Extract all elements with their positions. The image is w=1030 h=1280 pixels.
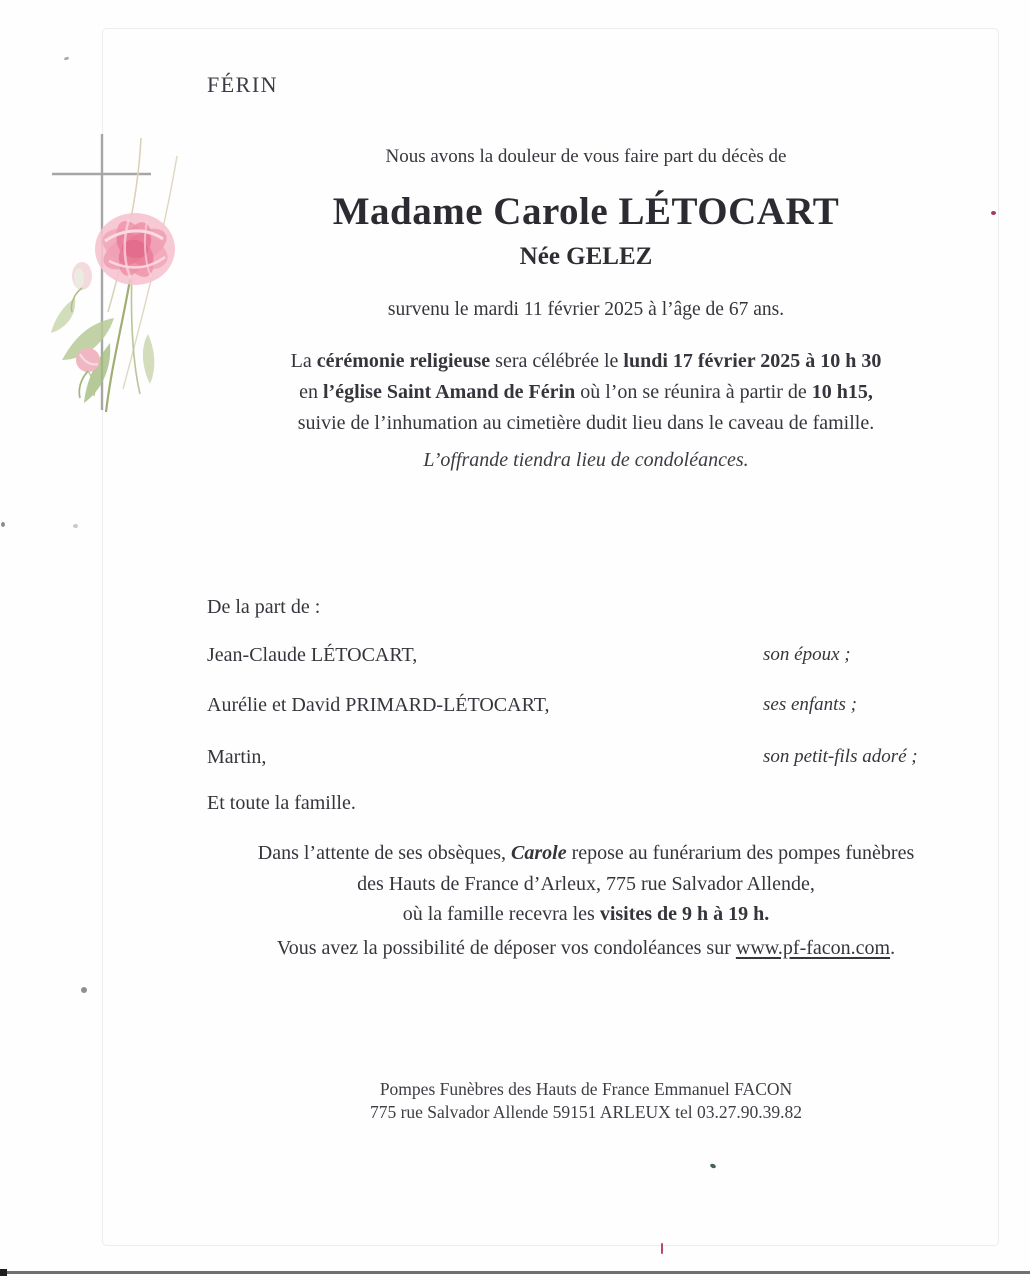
- relative-relation: son petit-fils adoré ;: [763, 746, 918, 767]
- maiden-name: Née GELEZ: [519, 243, 653, 270]
- relative-row: [207, 746, 917, 769]
- relative-name: Martin,: [207, 746, 267, 768]
- deceased-name: Madame Carole LÉTOCART: [332, 190, 840, 233]
- relative-row: [207, 694, 917, 717]
- repose-line-1: Dans l’attente de ses obsèques, Carole repose au funérarium des pompes funèbres: [257, 842, 915, 864]
- relative-name: Jean-Claude LÉTOCART,: [207, 644, 418, 666]
- relative-row: [207, 644, 917, 667]
- scan-speck: [1, 522, 5, 527]
- ceremony-line-2: en l’église Saint Amand de Férin où l’on se réunira à partir de 10 h15,: [299, 381, 873, 403]
- scan-speck: [661, 1243, 663, 1254]
- peony-flower: [95, 213, 175, 285]
- repose-line-2: des Hauts de France d’Arleux, 775 rue Salvador Allende,: [357, 872, 815, 895]
- relative-relation: ses enfants ;: [763, 694, 857, 715]
- relative-name: Aurélie et David PRIMARD-LÉTOCART,: [207, 694, 550, 716]
- funeral-home-name: Pompes Funèbres des Hauts de France Emmanuel FACON: [379, 1079, 793, 1099]
- deceased-first-name: Carole: [511, 842, 567, 864]
- scan-speck: [81, 987, 87, 993]
- family-line: Et toute la famille.: [207, 792, 356, 814]
- ceremony-line-1: La cérémonie religieuse sera célébrée le lundi 17 février 2025 à 10 h 30: [290, 350, 882, 372]
- repose-line-3: où la famille recevra les visites de 9 h à 19 h.: [402, 903, 770, 925]
- funeral-home-address: 775 rue Salvador Allende 59151 ARLEUX tel 03.27.90.39.82: [369, 1102, 803, 1122]
- from-label: De la part de :: [207, 596, 321, 618]
- scan-speck: [709, 1163, 716, 1169]
- scan-speck: [73, 524, 78, 528]
- town-name: FÉRIN: [207, 72, 279, 97]
- funeral-home-footer: [171, 1078, 1001, 1124]
- offering-line: L’offrande tiendra lieu de condoléances.: [423, 449, 749, 471]
- ceremony-line-3: suivie de l’inhumation au cimetière dudit lieu dans le caveau de famille.: [297, 412, 875, 434]
- scanner-edge-line: [0, 1271, 1030, 1274]
- repose-paragraph: [171, 838, 1001, 930]
- ceremony-paragraph: [171, 346, 1001, 439]
- online-condolences-line: Vous avez la possibilité de déposer vos condoléances sur www.pf-facon.com.: [276, 937, 896, 959]
- scan-speck: [64, 56, 70, 61]
- condolences-website-link[interactable]: www.pf-facon.com: [735, 937, 891, 959]
- scanner-edge-mark: [0, 1269, 7, 1276]
- scan-speck: [991, 211, 996, 215]
- intro-line: Nous avons la douleur de vous faire part du décès de: [385, 146, 787, 167]
- relative-relation: son époux ;: [763, 644, 851, 665]
- death-date-line: survenu le mardi 11 février 2025 à l’âge de 67 ans.: [387, 299, 785, 320]
